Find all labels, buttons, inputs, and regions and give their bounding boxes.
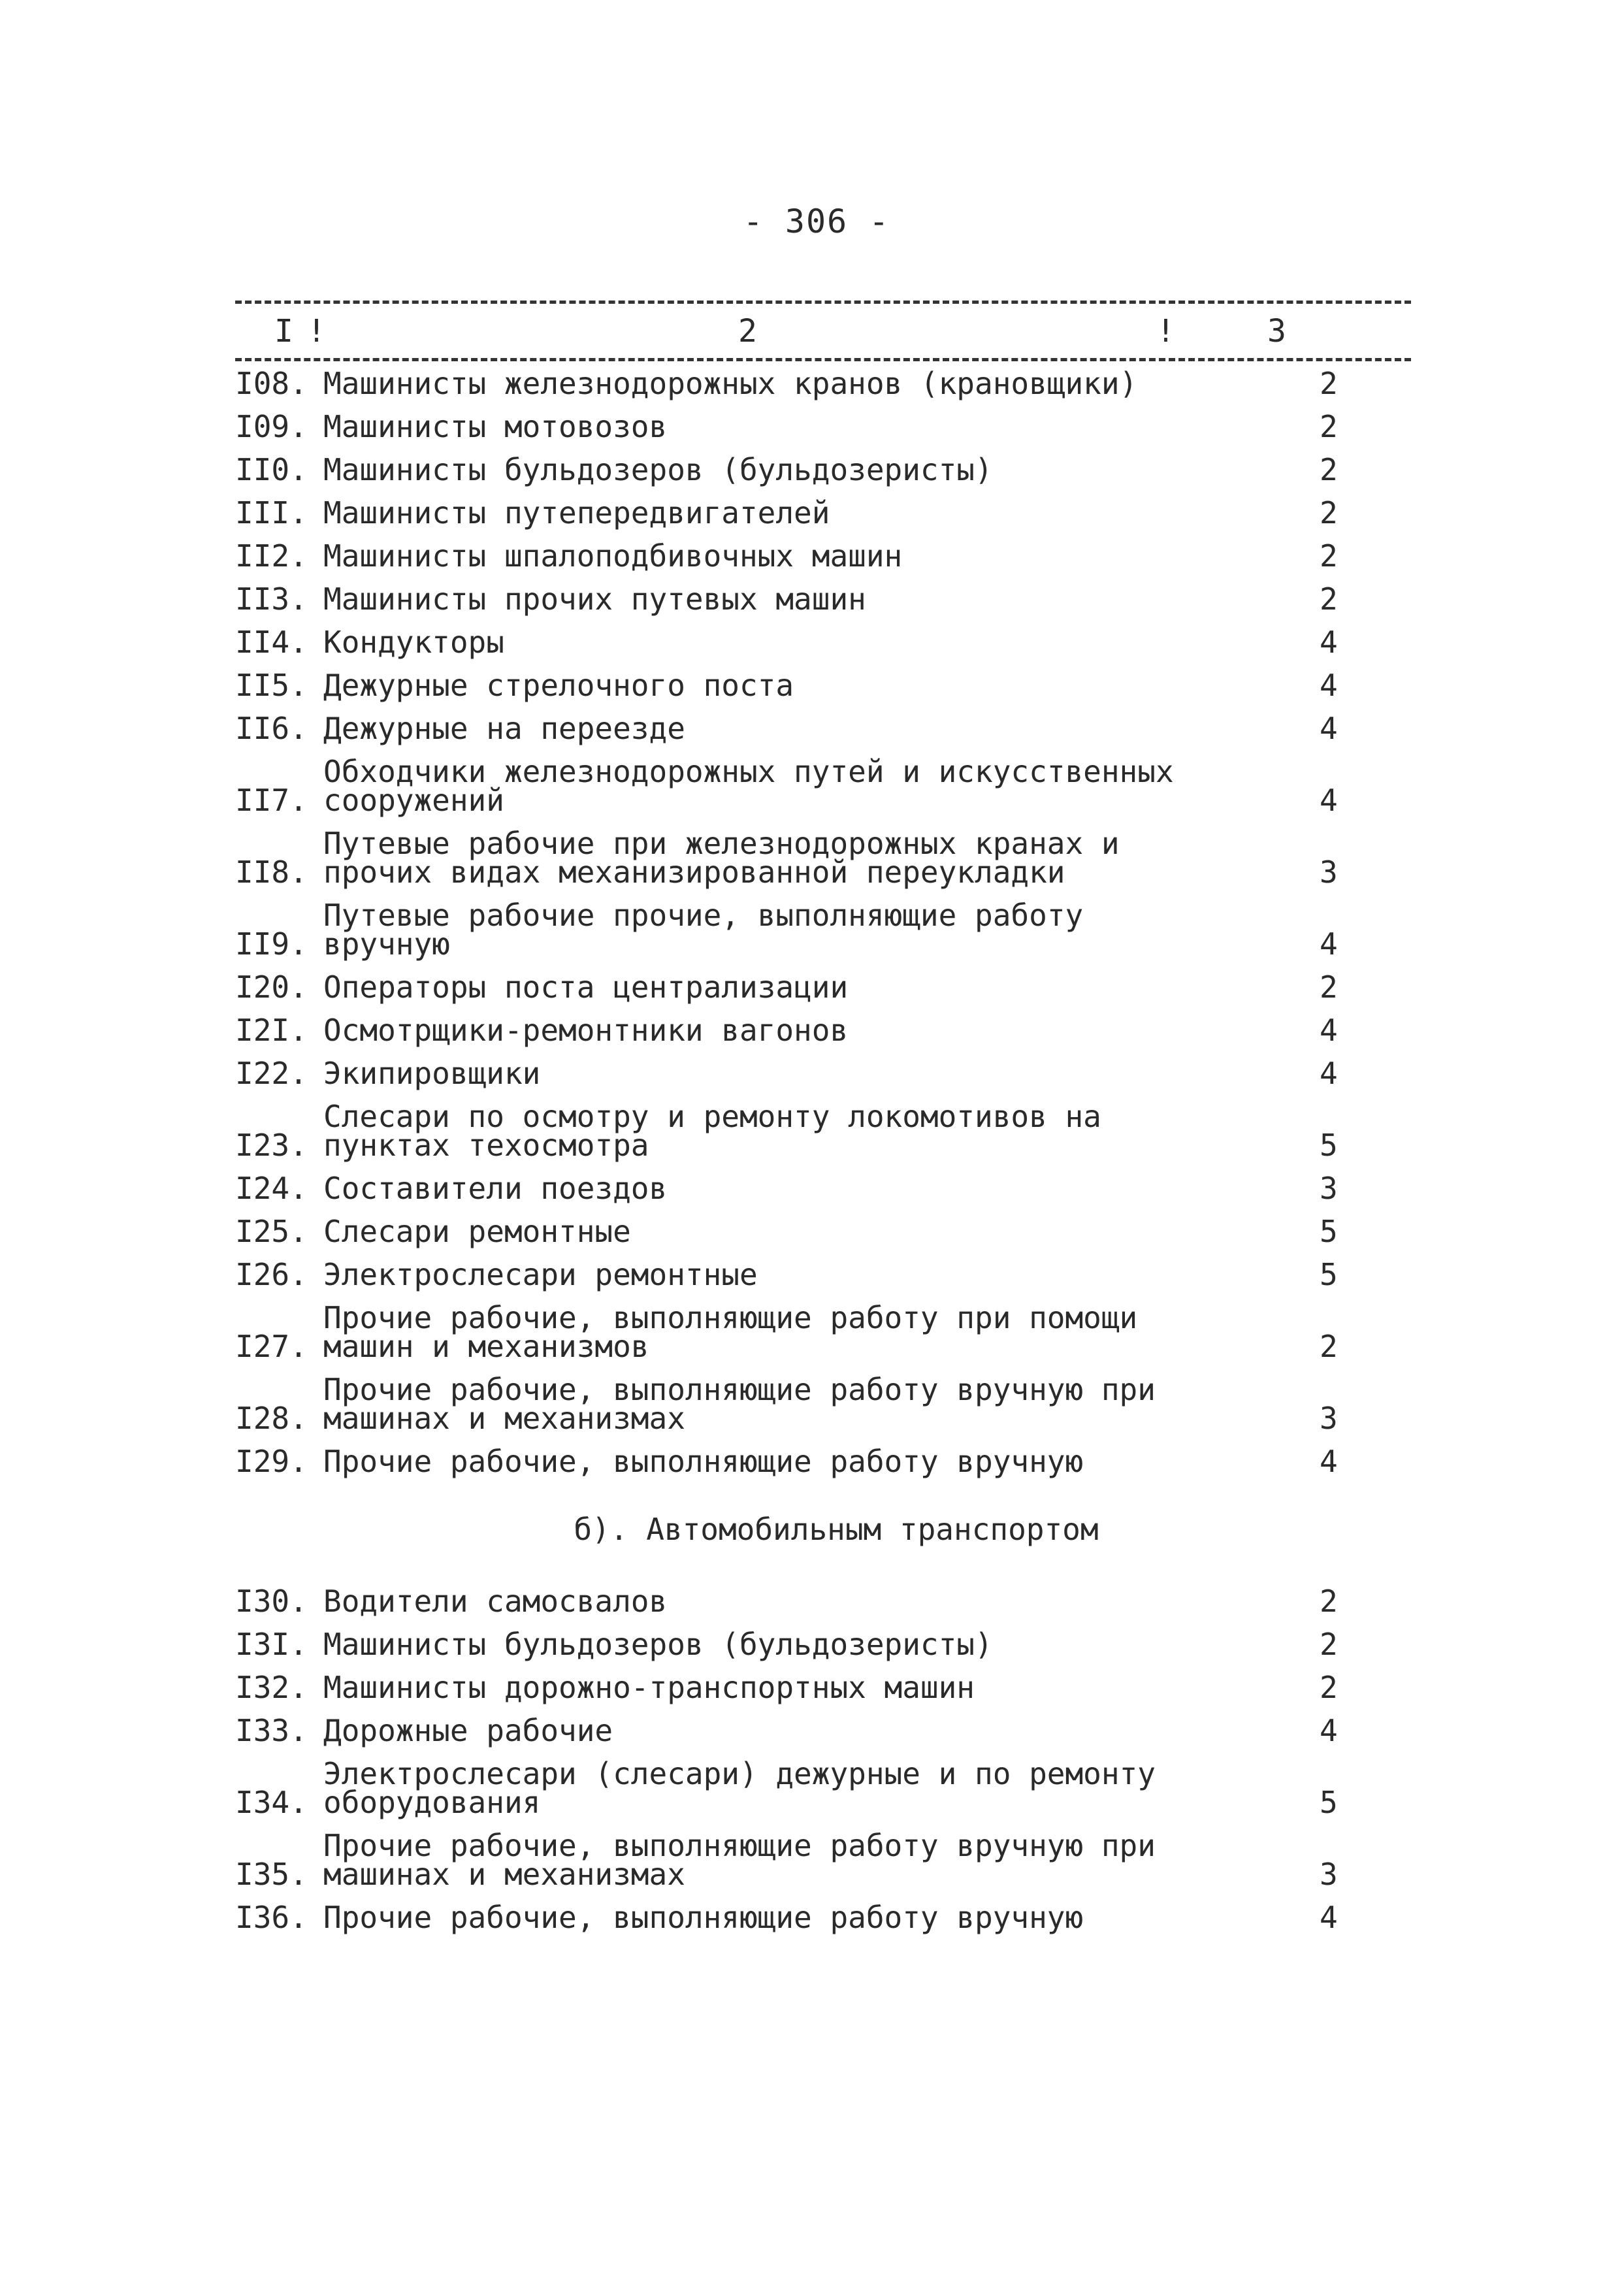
row-occupation: Прочие рабочие, выполняющие работу вручную при машинах и механизмах <box>323 1372 1156 1436</box>
row-occupation: Дежурные на переезде <box>323 711 685 746</box>
table-row <box>235 1300 1359 1364</box>
row-value: 2 <box>1320 1584 1338 1619</box>
row-occupation: Машинисты мотовозов <box>323 409 668 444</box>
row-number: I30. <box>235 1584 308 1619</box>
row-number: I28. <box>235 1401 308 1436</box>
table-row <box>235 495 1359 530</box>
row-occupation: Электрослесари (слесари) дежурные и по ремонту оборудования <box>323 1756 1156 1820</box>
row-number: II2. <box>235 538 308 574</box>
row-value: 2 <box>1320 452 1338 487</box>
row-value: 4 <box>1320 668 1338 703</box>
row-value: 2 <box>1320 495 1338 530</box>
row-number: I33. <box>235 1713 308 1748</box>
row-number: I24. <box>235 1171 308 1206</box>
table-row <box>235 1257 1359 1292</box>
row-occupation: Составители поездов <box>323 1171 668 1206</box>
table-row <box>235 1444 1359 1479</box>
table-row <box>235 826 1359 890</box>
page-number: - 306 - <box>743 203 890 240</box>
table-row <box>235 1099 1359 1163</box>
section-b-title: б). Автомобильным транспортом <box>574 1512 1099 1547</box>
table-row <box>235 1171 1359 1206</box>
row-number: II3. <box>235 581 308 617</box>
row-value: 5 <box>1320 1214 1338 1249</box>
row-value: 5 <box>1320 1785 1338 1820</box>
row-value: 4 <box>1320 926 1338 962</box>
row-value: 4 <box>1320 783 1338 818</box>
row-occupation: Прочие рабочие, выполняющие работу при помощи машин и механизмов <box>323 1300 1138 1364</box>
row-value: 5 <box>1320 1128 1338 1163</box>
table-row <box>235 366 1359 401</box>
row-number: II4. <box>235 625 308 660</box>
row-value: 3 <box>1320 1857 1338 1892</box>
row-occupation: Машинисты дорожно-транспортных машин <box>323 1670 975 1705</box>
row-occupation: Путевые рабочие при железнодорожных кранах и прочих видах механизированной переукладки <box>323 826 1120 890</box>
table-row <box>235 711 1359 746</box>
row-value: 4 <box>1320 1900 1338 1935</box>
row-number: II6. <box>235 711 308 746</box>
row-value: 2 <box>1320 1627 1338 1662</box>
row-number: II0. <box>235 452 308 487</box>
row-occupation: Электрослесари ремонтные <box>323 1257 758 1292</box>
table-row <box>235 754 1359 818</box>
row-value: 5 <box>1320 1257 1338 1292</box>
section-a-rows <box>235 366 1359 1479</box>
row-occupation: Дорожные рабочие <box>323 1713 613 1748</box>
row-occupation: Осмотрщики-ремонтники вагонов <box>323 1013 849 1048</box>
table-header-rule <box>235 358 1411 361</box>
row-number: II8. <box>235 855 308 890</box>
row-occupation: Слесари ремонтные <box>323 1214 631 1249</box>
table-row <box>235 1372 1359 1436</box>
table-row <box>235 1670 1359 1705</box>
row-number: I29. <box>235 1444 308 1479</box>
table-row <box>235 668 1359 703</box>
row-occupation: Машинисты прочих путевых машин <box>323 581 866 617</box>
row-number: II5. <box>235 668 308 703</box>
row-number: I25. <box>235 1214 308 1249</box>
row-value: 2 <box>1320 1670 1338 1705</box>
table-row <box>235 1214 1359 1249</box>
row-number: I22. <box>235 1056 308 1091</box>
row-occupation: Машинисты железнодорожных кранов (крановщики) <box>323 366 1138 401</box>
row-occupation: Обходчики железнодорожных путей и искусственных сооружений <box>323 754 1174 818</box>
row-number: I35. <box>235 1857 308 1892</box>
row-value: 2 <box>1320 1329 1338 1364</box>
row-value: 2 <box>1320 969 1338 1005</box>
row-number: I34. <box>235 1785 308 1820</box>
row-occupation: Прочие рабочие, выполняющие работу вручную при машинах и механизмах <box>323 1828 1156 1892</box>
row-value: 4 <box>1320 625 1338 660</box>
row-occupation: Путевые рабочие прочие, выполняющие работу вручную <box>323 898 1084 962</box>
row-value: 2 <box>1320 366 1338 401</box>
row-value: 4 <box>1320 711 1338 746</box>
column-separator-1: ! <box>307 313 326 350</box>
row-number: III. <box>235 495 308 530</box>
row-value: 4 <box>1320 1056 1338 1091</box>
row-occupation: Прочие рабочие, выполняющие работу вручную <box>323 1444 1084 1479</box>
row-occupation: Прочие рабочие, выполняющие работу вручную <box>323 1900 1084 1935</box>
table-row <box>235 1828 1359 1892</box>
row-number: I3I. <box>235 1627 308 1662</box>
column-header-3: 3 <box>1267 313 1286 350</box>
section-b-rows <box>235 1584 1359 1935</box>
table-row <box>235 452 1359 487</box>
table-row <box>235 1756 1359 1820</box>
row-number: I27. <box>235 1329 308 1364</box>
table-body <box>235 366 1359 1946</box>
row-value: 2 <box>1320 538 1338 574</box>
table-row <box>235 1713 1359 1748</box>
table-row <box>235 1056 1359 1091</box>
row-occupation: Машинисты бульдозеров (бульдозеристы) <box>323 452 993 487</box>
row-number: I26. <box>235 1257 308 1292</box>
row-number: I20. <box>235 969 308 1005</box>
row-number: I2I. <box>235 1013 308 1048</box>
row-occupation: Машинисты бульдозеров (бульдозеристы) <box>323 1627 993 1662</box>
table-row <box>235 1900 1359 1935</box>
row-occupation: Кондукторы <box>323 625 504 660</box>
row-occupation: Машинисты шпалоподбивочных машин <box>323 538 903 574</box>
table-row <box>235 1627 1359 1662</box>
table-row <box>235 581 1359 617</box>
row-number: I32. <box>235 1670 308 1705</box>
table-row <box>235 538 1359 574</box>
row-number: I36. <box>235 1900 308 1935</box>
column-header-1: I <box>274 313 293 350</box>
row-occupation: Водители самосвалов <box>323 1584 668 1619</box>
row-value: 3 <box>1320 1171 1338 1206</box>
table-row <box>235 409 1359 444</box>
row-occupation: Операторы поста централизации <box>323 969 849 1005</box>
table-row <box>235 1013 1359 1048</box>
row-number: I23. <box>235 1128 308 1163</box>
row-occupation: Слесари по осмотру и ремонту локомотивов на пунктах техосмотра <box>323 1099 1101 1163</box>
row-occupation: Машинисты путепередвигателей <box>323 495 830 530</box>
row-number: II7. <box>235 783 308 818</box>
row-value: 3 <box>1320 855 1338 890</box>
row-value: 2 <box>1320 409 1338 444</box>
row-value: 2 <box>1320 581 1338 617</box>
table-row <box>235 969 1359 1005</box>
table-row <box>235 1584 1359 1619</box>
row-number: I09. <box>235 409 308 444</box>
row-value: 4 <box>1320 1444 1338 1479</box>
row-value: 4 <box>1320 1713 1338 1748</box>
column-separator-2: ! <box>1156 313 1175 350</box>
row-occupation: Экипировщики <box>323 1056 541 1091</box>
row-number: II9. <box>235 926 308 962</box>
table-row <box>235 898 1359 962</box>
row-number: I08. <box>235 366 308 401</box>
row-value: 3 <box>1320 1401 1338 1436</box>
row-value: 4 <box>1320 1013 1338 1048</box>
table-row <box>235 625 1359 660</box>
table-top-rule <box>235 301 1411 304</box>
column-header-2: 2 <box>738 313 757 350</box>
row-occupation: Дежурные стрелочного поста <box>323 668 794 703</box>
